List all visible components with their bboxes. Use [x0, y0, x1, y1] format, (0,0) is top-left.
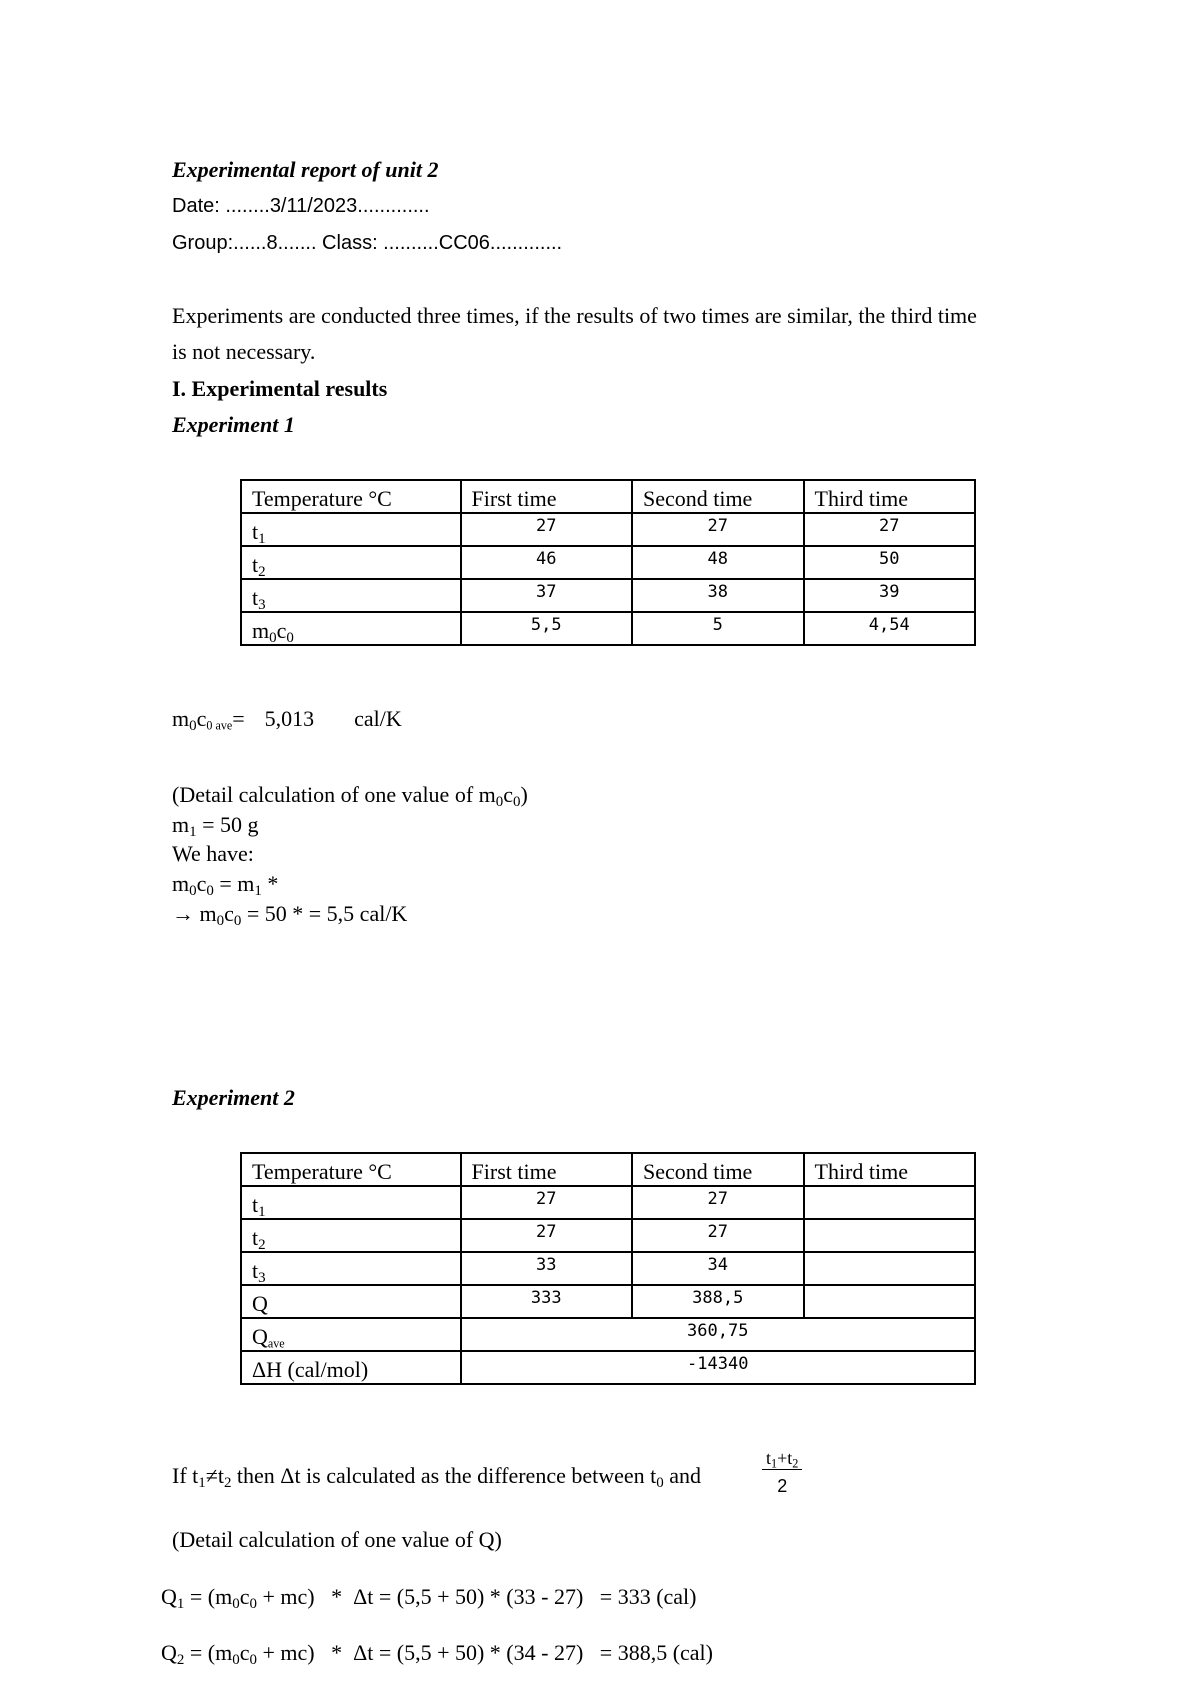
row-label: $t_2$	[241, 546, 461, 579]
header-cell: Third time	[804, 480, 976, 513]
table-cell: 27	[632, 513, 804, 546]
m1-line: $m_1 = 50$ g	[172, 812, 259, 841]
row-label: ΔH (cal/mol)	[241, 1351, 461, 1384]
detail-heading-1: (Detail calculation of one value of $m_0c_0$)	[172, 782, 528, 811]
section-heading: I. Experimental results	[172, 376, 388, 401]
table-cell: 27	[461, 1219, 632, 1252]
table-cell: 33	[461, 1252, 632, 1285]
row-label: $t_3$	[241, 1252, 461, 1285]
table-cell	[804, 1186, 976, 1219]
average-line: $m_0c_{0 ave}= 5,013$ cal/K	[172, 706, 402, 735]
t-average-fraction	[762, 1448, 802, 1497]
header-cell: Second time	[632, 1153, 804, 1186]
delta-h-value: -14340	[461, 1351, 975, 1384]
row-label: $t_3$	[241, 579, 461, 612]
row-label: Q	[241, 1285, 461, 1318]
q-ave-value: 360,75	[461, 1318, 975, 1351]
table-cell	[804, 1252, 976, 1285]
row-label: $t_1$	[241, 1186, 461, 1219]
we-have-line: We have:	[172, 841, 254, 866]
table-row	[241, 1186, 975, 1219]
table-cell: 388,5	[632, 1285, 804, 1318]
q1-line: $Q_1 = (m_0c_0 + mc) * \Delta t = (5,5 + 50) * (33 - 27) = 333$ (cal)	[161, 1584, 697, 1613]
experiment-2-title: Experiment 2	[172, 1085, 295, 1110]
group-line: Group:......8....... Class: ..........CC06.............	[172, 232, 563, 254]
table-cell: 34	[632, 1252, 804, 1285]
row-label: $t_2$	[241, 1219, 461, 1252]
row-label: $Q_{ave}$	[241, 1318, 461, 1351]
header-cell: Third time	[804, 1153, 976, 1186]
table-row	[241, 1219, 975, 1252]
q2-line: $Q_2 = (m_0c_0 + mc) * \Delta t = (5,5 + 50) * (34 - 27) = 388,5$ (cal)	[161, 1640, 713, 1669]
header-cell: First time	[461, 480, 632, 513]
table-cell: 4,54	[804, 612, 976, 645]
table-row	[241, 1351, 975, 1384]
table-cell: 27	[461, 513, 632, 546]
table-row	[241, 579, 975, 612]
table-cell: 27	[804, 513, 976, 546]
experiment-1-table	[240, 479, 976, 646]
table-cell: 333	[461, 1285, 632, 1318]
date-line: Date: ........3/11/2023.............	[172, 195, 430, 217]
table-row	[241, 546, 975, 579]
table-header-row	[241, 480, 975, 513]
report-title: Experimental report of unit 2	[172, 157, 439, 182]
table-cell: 27	[632, 1219, 804, 1252]
formula-line: $m_0c_0 = m_1$ *	[172, 871, 279, 900]
table-cell: 39	[804, 579, 976, 612]
intro-line-1: Experiments are conducted three times, if the results of two times are similar, the third time	[172, 303, 977, 328]
table-cell: 27	[461, 1186, 632, 1219]
table-cell: 48	[632, 546, 804, 579]
condition-line: If $t_1\ne t_2$ then Δt is calculated as the difference between $t_0$ and	[172, 1463, 702, 1492]
header-cell: Temperature °C	[241, 1153, 461, 1186]
fraction-denominator: 2	[777, 1476, 788, 1496]
table-cell: 46	[461, 546, 632, 579]
header-cell: First time	[461, 1153, 632, 1186]
table-cell: 5	[632, 612, 804, 645]
table-cell: 38	[632, 579, 804, 612]
detail-heading-2: (Detail calculation of one value of Q)	[172, 1527, 502, 1552]
table-row	[241, 1252, 975, 1285]
table-cell	[804, 1219, 976, 1252]
header-cell: Temperature °C	[241, 480, 461, 513]
row-label: $m_0c_0$	[241, 612, 461, 645]
fraction-numerator: $t_1+t_2$	[762, 1448, 802, 1470]
table-cell: 27	[632, 1186, 804, 1219]
table-row	[241, 1318, 975, 1351]
table-row	[241, 1285, 975, 1318]
header-cell: Second time	[632, 480, 804, 513]
average-value: 5,013	[264, 706, 315, 731]
table-cell: 37	[461, 579, 632, 612]
row-label: $t_1$	[241, 513, 461, 546]
result-line: → $m_0c_0 = 50$ * = 5,5 cal/K	[172, 901, 408, 930]
experiment-1-title: Experiment 1	[172, 412, 295, 437]
table-row	[241, 513, 975, 546]
experiment-2-table	[240, 1152, 976, 1385]
table-cell	[804, 1285, 976, 1318]
table-cell: 5,5	[461, 612, 632, 645]
table-row	[241, 612, 975, 645]
intro-line-2: is not necessary.	[172, 339, 316, 364]
table-header-row	[241, 1153, 975, 1186]
average-unit: cal/K	[354, 706, 402, 731]
arrow-icon: →	[172, 901, 194, 926]
table-cell: 50	[804, 546, 976, 579]
